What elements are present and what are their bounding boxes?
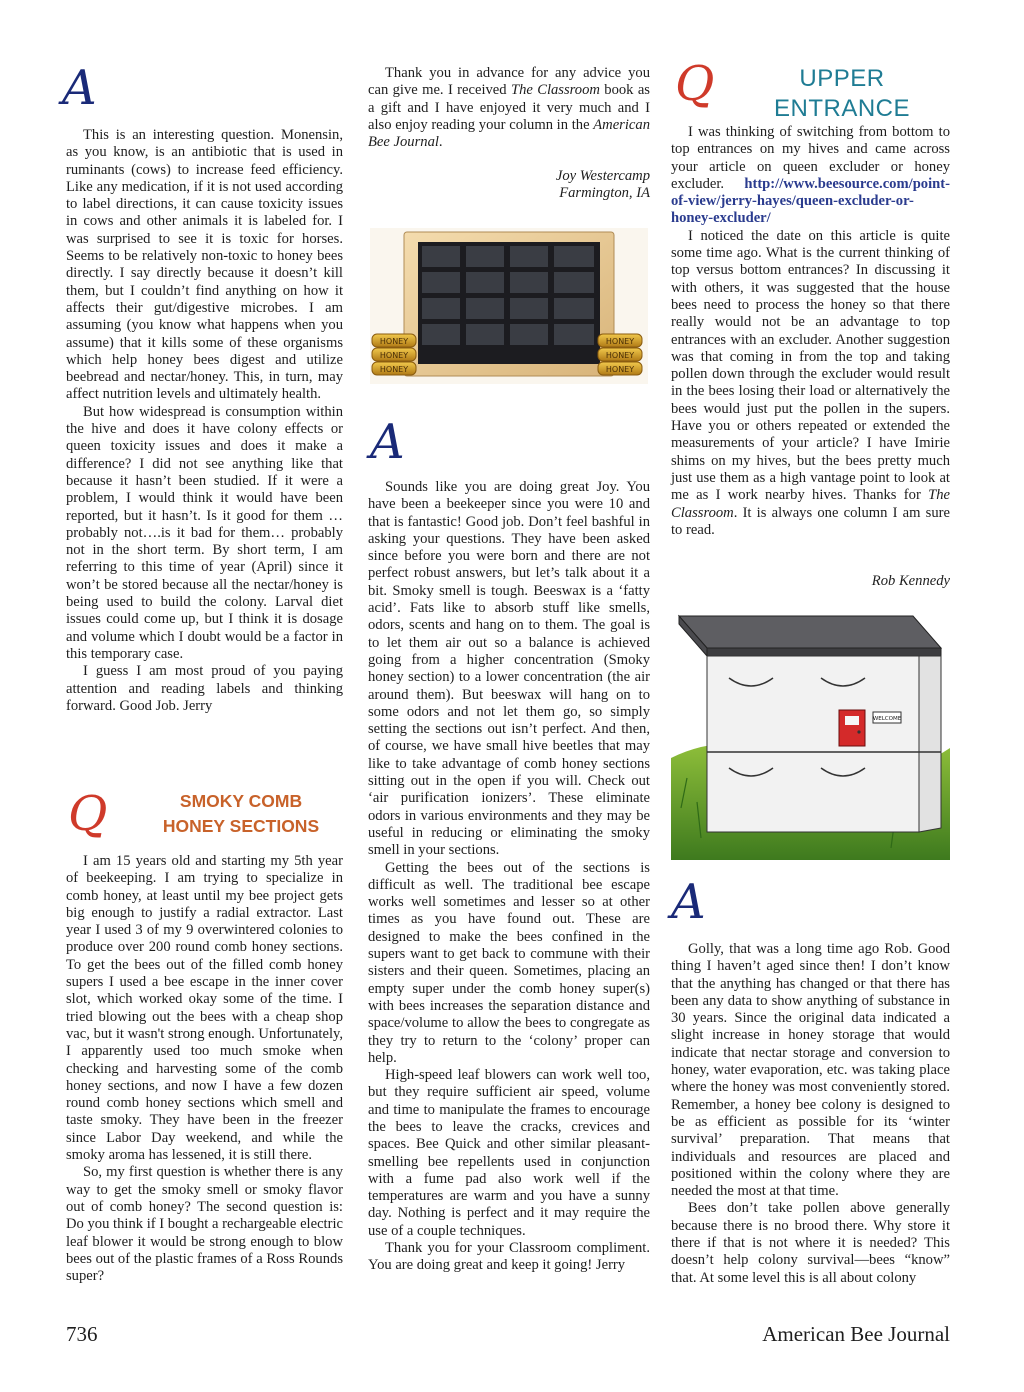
- answer-mark: A: [370, 414, 405, 470]
- paragraph: I was thinking of switching from bottom to top entrances on my hives and came across your article on queen excluder or honey excluder. http://www.beesource.com/point-of-view/jerry-hayes/queen-excluder-or-honey-excluder/: [671, 124, 950, 227]
- paragraph: So, my first question is whether there is any way to get the smoky smell or smoky flavor out of comb honey? The second question is: Do you think if I bought a rechargeable electric leaf blower it would be strong enough to blow bees out of the plastic frames of a Ross Rounds super?: [66, 1164, 343, 1285]
- question-mark: Q: [68, 786, 108, 842]
- question-3: [671, 124, 950, 539]
- paragraph: I guess I am most proud of you paying attention and reading labels and thinking forward. Good Job. Jerry: [66, 663, 343, 714]
- paragraph: I noticed the date on this article is quite some time ago. What is the current thinking of top versus bottom entrances? In discussing it with others, it was suggested that the house bees need to process the honey so that there really would not be an advantage to top entrances with an excluder. Another suggestion was that coming in from the top and taking pollen down through the excluder would result in the bees losing their load or alternatively the bees would just put the pollen in the supers. Have you or others repeated or extended the measurements of your article? I have Imirie shims on my hives, but the bees pretty much just use them as a high vantage point to look at me as I work nearby hives. Thanks for The Classroom. It is always one column I am sure to read.: [671, 227, 950, 538]
- svg-text:HONEY: HONEY: [605, 365, 635, 374]
- svg-text:HONEY: HONEY: [379, 351, 409, 360]
- section-title-smoky-comb: SMOKY COMB HONEY SECTIONS: [162, 791, 320, 836]
- svg-text:HONEY: HONEY: [379, 337, 409, 346]
- page-number: 736: [66, 1322, 98, 1346]
- paragraph: High-speed leaf blowers can work well too, but they require sufficient air speed, volume and time to manipulate the frames to encourage the bees to leave the cracks, crevices and spaces. Bee Quick and other similar pleasant-smelling bee repellents used in conjunction with a fume pad also work well if the temperatures are warm and you have a sunny day. Nothing is perfect and it may require the use of a couple techniques.: [368, 1067, 650, 1239]
- answer-1: [66, 127, 343, 715]
- answer-mark: A: [671, 874, 706, 930]
- question-mark: Q: [675, 56, 715, 112]
- answer-mark: A: [62, 60, 97, 116]
- signature-joy: Joy Westercamp Farmington, IA: [555, 168, 650, 202]
- comb-honey-frame-illustration: [368, 226, 650, 386]
- paragraph: Bees don’t take pollen above generally because there is no brood there. Why store it there if that is not where it is needed? This doesn’t help colony survival—bees “know” that. At some level this is all about colony: [671, 1200, 950, 1286]
- signature-rob: Rob Kennedy: [871, 573, 950, 589]
- paragraph: Sounds like you are doing great Joy. You have been a beekeeper since you were 10 and that is fantastic! Good job. Don’t feel bashful in asking your questions. They have been asked since before you were born and there are not perfect robust answers, but let’s talk about it a bit. Smoky smell is tough. Beeswax is a ‘fatty acid’. Fats like to absorb stuff like smells, odors, scents and hang on to them. The goal is to let them air out so a balance is achieved going from a higher concentration (Smoky honey section) to a lower concentration (the air around them). But beeswax will hang on to some odors and not let them go, so simply setting the sections out isn’t perfect. And then, of course, we have small hive beetles that may like to take advantage of comb honey sections sitting out in the open if you will. Check out ‘air purification ionizers’. These eliminate odors in various environments and they may be useful in reducing or eliminating the smoky smell in your sections.: [368, 479, 650, 859]
- question-2: [66, 853, 343, 1285]
- beehive-illustration: [671, 608, 950, 860]
- door-icon: [839, 710, 865, 746]
- paragraph: I am 15 years old and starting my 5th year of beekeeping. I am trying to specialize in comb honey, at least until my bee project gets big enough to justify a radial extractor. Last year I used 3 of my 9 overwintered colonies to produce over 200 round comb honey sections. To get the bees out of the filled comb honey supers I used a bee escape in the inner cover slot, which worked okay some of the time. I tried blowing out the bees with a cheap shop vac, but it wasn't strong enough. Unfortunately, I apparently used too much smoke when checking and harvesting some of the comb honey sections, and now I have a few dozen round comb honey sections which smell and taste smoky. They have been in the freezer since Labor Day weekend, and while the smoky aroma has lessened, it is still there.: [66, 853, 343, 1164]
- paragraph: Thank you for your Classroom compliment. You are doing great and keep it going! Jerry: [368, 1240, 650, 1274]
- paragraph: But how widespread is consumption within the hive and does it have colony effects or queen toxicity issues and does it make a difference? I did not see anything like that because it hasn’t been studied. If it were a problem, I would think it would have been reported, but it hasn’t. Is it good for them … probably not….is it bad for them… probably not in the short term. By short term, I am referring to this time of year (April) since it won’t be stored because all the nectar/honey is being used to build the colony. Larval diet issues could come up, but I think it is dosage and volume which I doubt would be a factor in this temporary case.: [66, 403, 343, 662]
- svg-text:HONEY: HONEY: [605, 351, 635, 360]
- honey-jars-right: [598, 334, 642, 375]
- answer-2: [368, 479, 650, 1275]
- svg-text:WELCOME: WELCOME: [872, 716, 902, 722]
- paragraph: This is an interesting question. Monensin, as you know, is an antibiotic that is used in ruminants (cows) to increase feed efficiency. Like any medication, if it is not used according to label directions, it can cause toxicity issues in cows and other animals it is labeled for. I was surprised to see it is toxic for horses. Seems to be relatively non-toxic to honey bees directly. I say directly because it doesn’t kill them, but I couldn’t find anything on how it affects their gut/digestive microbes. I am assuming (you know what happens when you assume) that it kills some of these organisms which help honey bees digest and utilize beebread and nectar/honey. This, in turn, may affect nutrition levels and ultimately health.: [66, 127, 343, 403]
- journal-title: American Bee Journal: [762, 1322, 950, 1346]
- paragraph: Getting the bees out of the sections is difficult as well. The traditional bee escape works well sometimes and lesser so at other times as you have found out. These are designed to make the bees confined in the supers want to get back to commune with their sisters and their queen. Sometimes, placing an empty super under the comb honey super(s) with bees increases the separation distance and space/volume to allow the bees to congregate as they try to return to the ‘colony’ proper can help.: [368, 859, 650, 1066]
- svg-text:HONEY: HONEY: [379, 365, 409, 374]
- svg-text:HONEY: HONEY: [605, 337, 635, 346]
- answer-3: [671, 941, 950, 1287]
- beesource-link[interactable]: http://www.beesource.com/point-of-view/jerry-hayes/queen-excluder-or-honey-excluder/: [671, 175, 950, 227]
- paragraph: Golly, that was a long time ago Rob. Good thing I haven’t aged since then! I don’t know that the anything has changed or that there has been any data to show anything of substance in 30 years. Since the original data indicated a slight increase in honey storage that would indicate that nectar storage and conversion to honey, water evaporation, etc. was taking place where the honey was most conveniently stored. Remember, a honey bee colony is designed to be as efficient as possible for its ‘winter survival’ preparation. That means that individuals and resources are placed and positioned within the colony where they are needed the most at that time.: [671, 941, 950, 1200]
- section-title-upper-entrance: UPPER ENTRANCE: [773, 65, 910, 122]
- question-2-closing: Thank you in advance for any advice you can give me. I received The Classroom book as a gift and I have enjoyed it very much and I also enjoy reading your column in the American Bee Journal.: [368, 65, 650, 151]
- honey-jars-left: [372, 334, 416, 375]
